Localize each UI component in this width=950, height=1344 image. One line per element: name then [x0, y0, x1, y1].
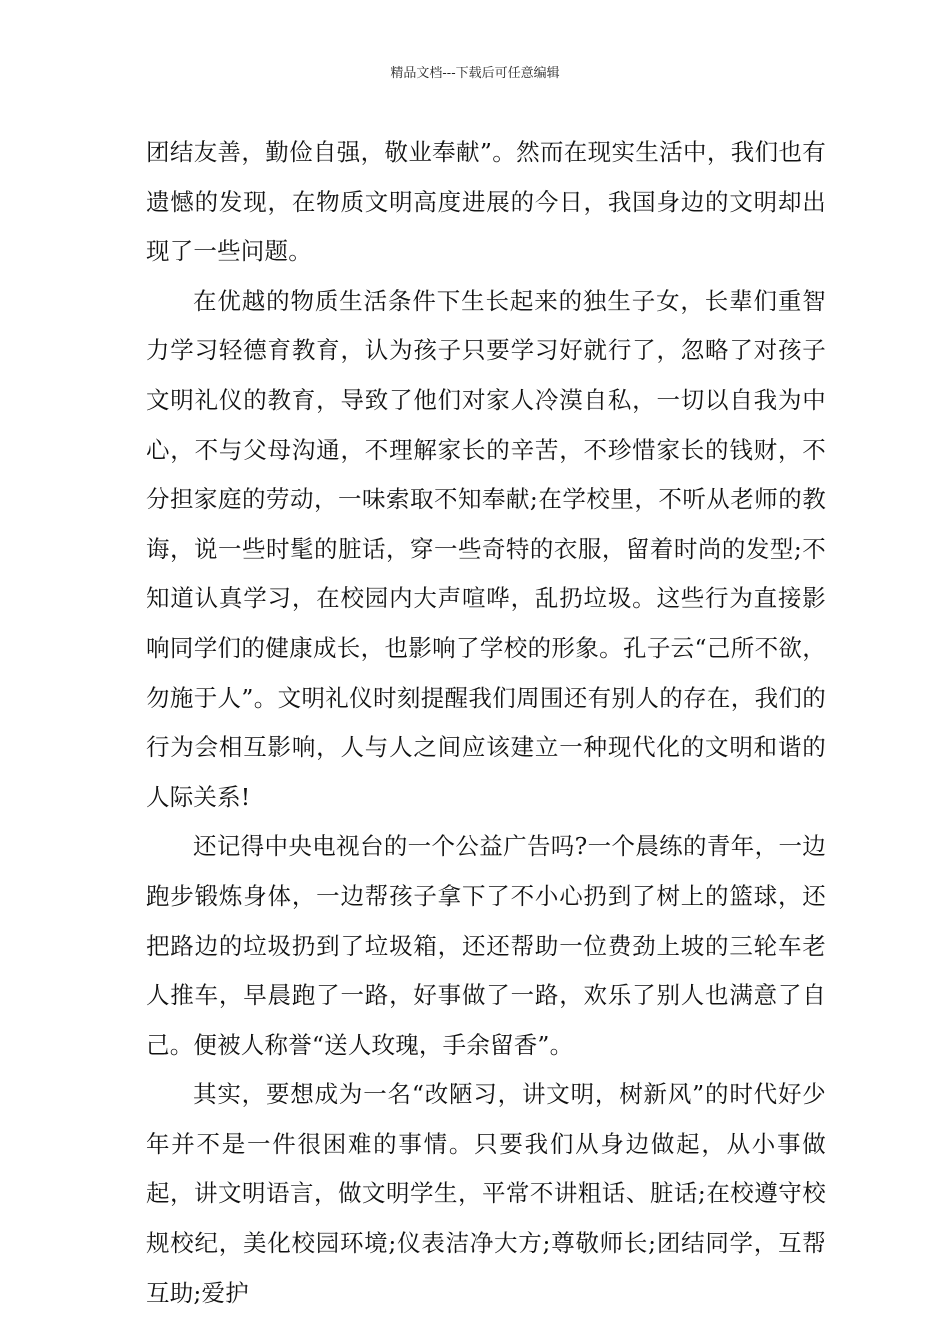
paragraph-3: 还记得中央电视台的一个公益广告吗?一个晨练的青年，一边跑步锻炼身体，一边帮孩子拿下了不小心扔到了树上的篮球，还把路边的垃圾扔到了垃圾箱，还还帮助一位费劲上坡的三轮车老人推车，早晨跑了一路，好事做了一路，欢乐了别人也满意了自己。便被人称誉“送人玫瑰，手余留香”。: [146, 832, 826, 1059]
paragraph-4: 其实，要想成为一名“改陋习，讲文明，树新风”的时代好少年并不是一件很困难的事情。只要我们从身边做起，从小事做起，讲文明语言，做文明学生，平常不讲粗话、脏话;在校遵守校规校纪，美化校园环境;仪表洁净大方;尊敬师长;团结同学，互帮互助;爱护: [146, 1080, 826, 1307]
paragraph-1: 团结友善，勤俭自强，敬业奉献”。然而在现实生活中，我们也有遗憾的发现，在物质文明高度进展的今日，我国身边的文明却出现了一些问题。: [146, 138, 826, 266]
document-body: [146, 128, 826, 1318]
page-header: 精品文档---下载后可任意编辑: [390, 66, 560, 81]
paragraph-2: 在优越的物质生活条件下生长起来的独生子女，长辈们重智力学习轻德育教育，认为孩子只要学习好就行了，忽略了对孩子文明礼仪的教育，导致了他们对家人冷漠自私，一切以自我为中心，不与父母沟通，不理解家长的辛苦，不珍惜家长的钱财，不分担家庭的劳动，一味索取不知奉献;在学校里，不听从老师的教诲，说一些时髦的脏话，穿一些奇特的衣服，留着时尚的发型;不知道认真学习，在校园内大声喧哗，乱扔垃圾。这些行为直接影响同学们的健康成长，也影响了学校的形象。孔子云“己所不欲，勿施于人”。文明礼仪时刻提醒我们周围还有别人的存在，我们的行为会相互影响，人与人之间应该建立一种现代化的文明和谐的人际关系!: [146, 286, 826, 811]
